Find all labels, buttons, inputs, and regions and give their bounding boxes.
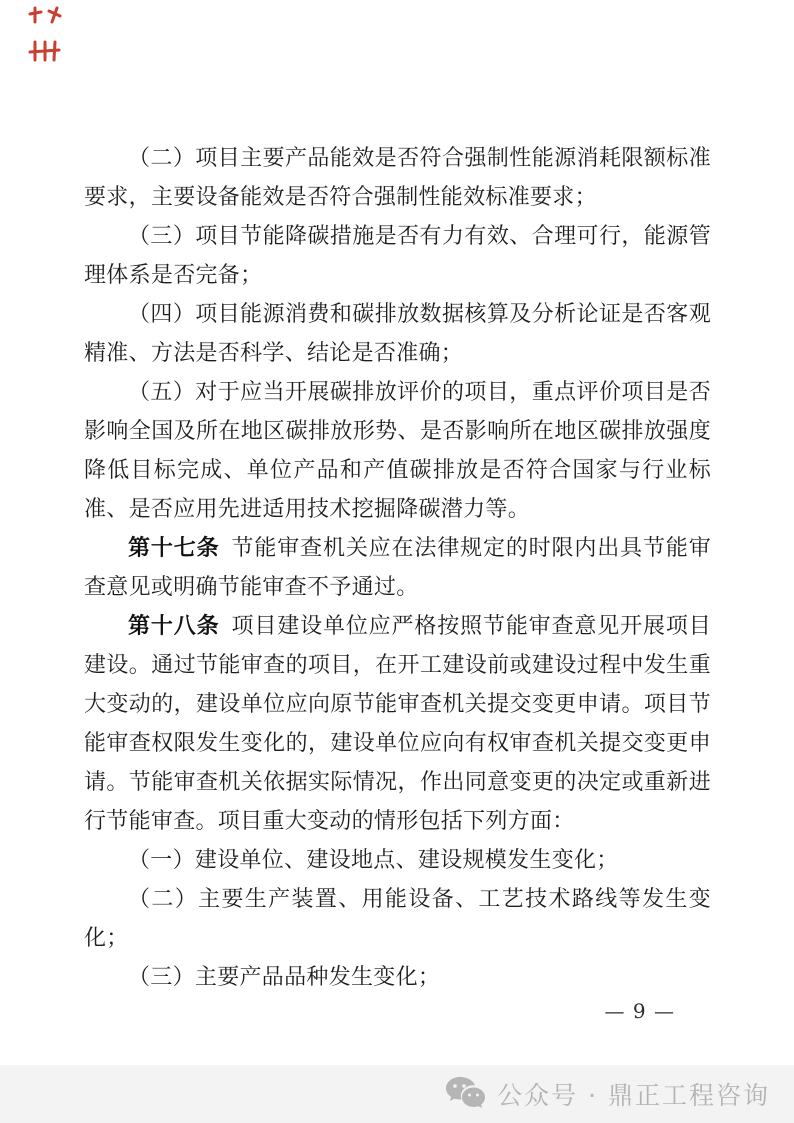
paragraph-change-item-2 — [84, 880, 711, 958]
paragraph-item-3 — [84, 217, 711, 295]
article-number: 第十七条 — [128, 536, 220, 561]
paragraph-item-2 — [84, 139, 711, 217]
paragraph-text: （三）项目节能降碳措施是否有力有效、合理可行，能源管理体系是否完备； — [84, 224, 711, 288]
paragraph-item-5 — [84, 373, 711, 529]
wechat-account-badge — [445, 1076, 770, 1112]
footer-banner — [0, 1065, 794, 1123]
paragraph-text: （二）主要生产装置、用能设备、工艺技术路线等发生变化； — [84, 887, 711, 951]
paragraph-text: （一）建设单位、建设地点、建设规模发生变化； — [128, 848, 619, 873]
document-body — [84, 139, 711, 997]
paragraph-text: 节能审查机关应在法律规定的时限内出具节能审查意见或明确节能审查不予通过。 — [84, 536, 711, 600]
paragraph-text: （四）项目能源消费和碳排放数据核算及分析论证是否客观精准、方法是否科学、结论是否准确； — [84, 302, 711, 366]
paragraph-text: （二）项目主要产品能效是否符合强制性能源消耗限额标准要求，主要设备能效是否符合强制性能效标准要求； — [84, 146, 711, 210]
paragraph-text: （三）主要产品品种发生变化； — [128, 965, 441, 990]
paragraph-article-17 — [84, 529, 711, 607]
paragraph-text: （五）对于应当开展碳排放评价的项目，重点评价项目是否影响全国及所在地区碳排放形势、是否影响所在地区碳排放强度降低目标完成、单位产品和产值碳排放是否符合国家与行业标准、是否应用先进适用技术挖掘降碳潜力等。 — [84, 380, 711, 522]
article-number: 第十八条 — [128, 614, 220, 639]
wechat-account-label: 公众号 · 鼎正工程咨询 — [497, 1081, 770, 1110]
red-seal-marks-icon — [27, 6, 67, 64]
paragraph-text: 项目建设单位应严格按照节能审查意见开展项目建设。通过节能审查的项目，在开工建设前或建设过程中发生重大变动的，建设单位应向原节能审查机关提交变更申请。项目节能审查权限发生变化的，建设单位应向有权审查机关提交变更申请。节能审查机关依据实际情况，作出同意变更的决定或重新进行节能审查。项目重大变动的情形包括下列方面： — [84, 614, 711, 834]
paragraph-change-item-3 — [84, 958, 711, 997]
wechat-icon — [445, 1076, 487, 1112]
paragraph-article-18 — [84, 607, 711, 841]
paragraph-item-4 — [84, 295, 711, 373]
page-number: — 9 — — [604, 999, 675, 1023]
paragraph-change-item-1 — [84, 841, 711, 880]
